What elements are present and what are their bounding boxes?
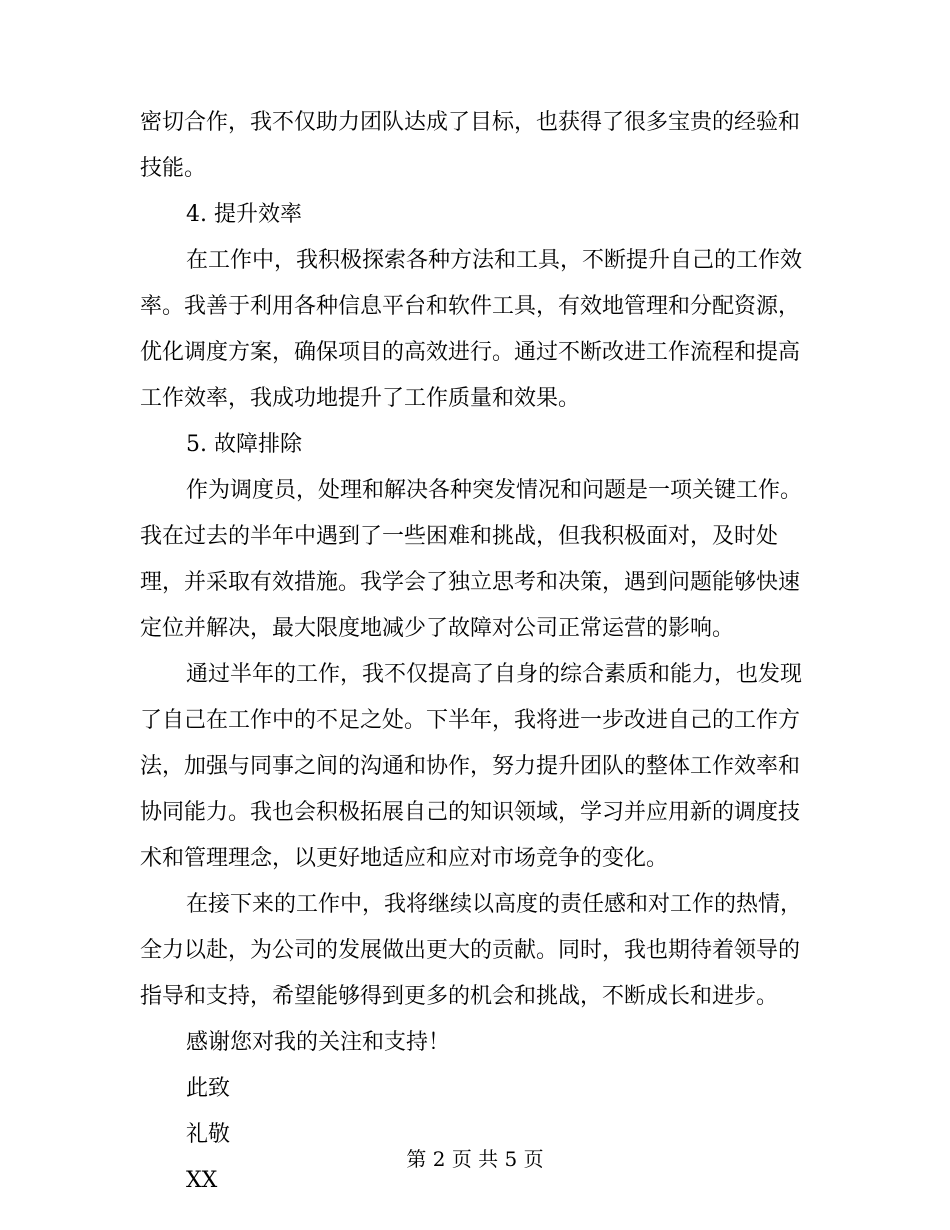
text-line: 技能。 [140, 156, 207, 181]
text-line: 理，并采取有效措施。我学会了独立思考和决策，遇到问题能够快速 [140, 570, 801, 595]
text-line: 在接下来的工作中，我将继续以高度的责任感和对工作的热情， [186, 892, 803, 917]
text-line: 礼敬 [186, 1122, 231, 1147]
document-body [140, 100, 803, 1204]
text-line: 工作效率，我成功地提升了工作质量和效果。 [140, 386, 581, 411]
text-line: 密切合作，我不仅助力团队达成了目标，也获得了很多宝贵的经验和 [140, 110, 801, 135]
text-line: 5. 故障排除 [186, 432, 302, 457]
text-line: 率。我善于利用各种信息平台和软件工具，有效地管理和分配资源， [140, 294, 801, 319]
text-line: 我在过去的半年中遇到了一些困难和挑战，但我积极面对，及时处 [140, 524, 779, 549]
text-line: 了自己在工作中的不足之处。下半年，我将进一步改进自己的工作方 [140, 708, 801, 733]
text-line: 指导和支持，希望能够得到更多的机会和挑战，不断成长和进步。 [140, 984, 779, 1009]
text-line: 协同能力。我也会积极拓展自己的知识领域，学习并应用新的调度技 [140, 800, 801, 825]
page-footer: 第 2 页 共 5 页 [406, 1147, 544, 1171]
text-line: 优化调度方案，确保项目的高效进行。通过不断改进工作流程和提高 [140, 340, 801, 365]
text-line: 感谢您对我的关注和支持！ [186, 1030, 451, 1055]
text-line: 4. 提升效率 [186, 202, 302, 227]
text-line: 在工作中，我积极探索各种方法和工具，不断提升自己的工作效 [186, 248, 803, 273]
text-line: 术和管理理念，以更好地适应和应对市场竞争的变化。 [140, 846, 669, 871]
text-line: 全力以赴，为公司的发展做出更大的贡献。同时，我也期待着领导的 [140, 938, 801, 963]
text-line: XX [186, 1168, 218, 1193]
text-line: 法，加强与同事之间的沟通和协作，努力提升团队的整体工作效率和 [140, 754, 801, 779]
text-line: 此致 [186, 1076, 231, 1101]
text-line: 作为调度员，处理和解决各种突发情况和问题是一项关键工作。 [186, 478, 803, 503]
text-line: 定位并解决，最大限度地减少了故障对公司正常运营的影响。 [140, 616, 735, 641]
text-line: 通过半年的工作，我不仅提高了自身的综合素质和能力，也发现 [186, 662, 803, 687]
